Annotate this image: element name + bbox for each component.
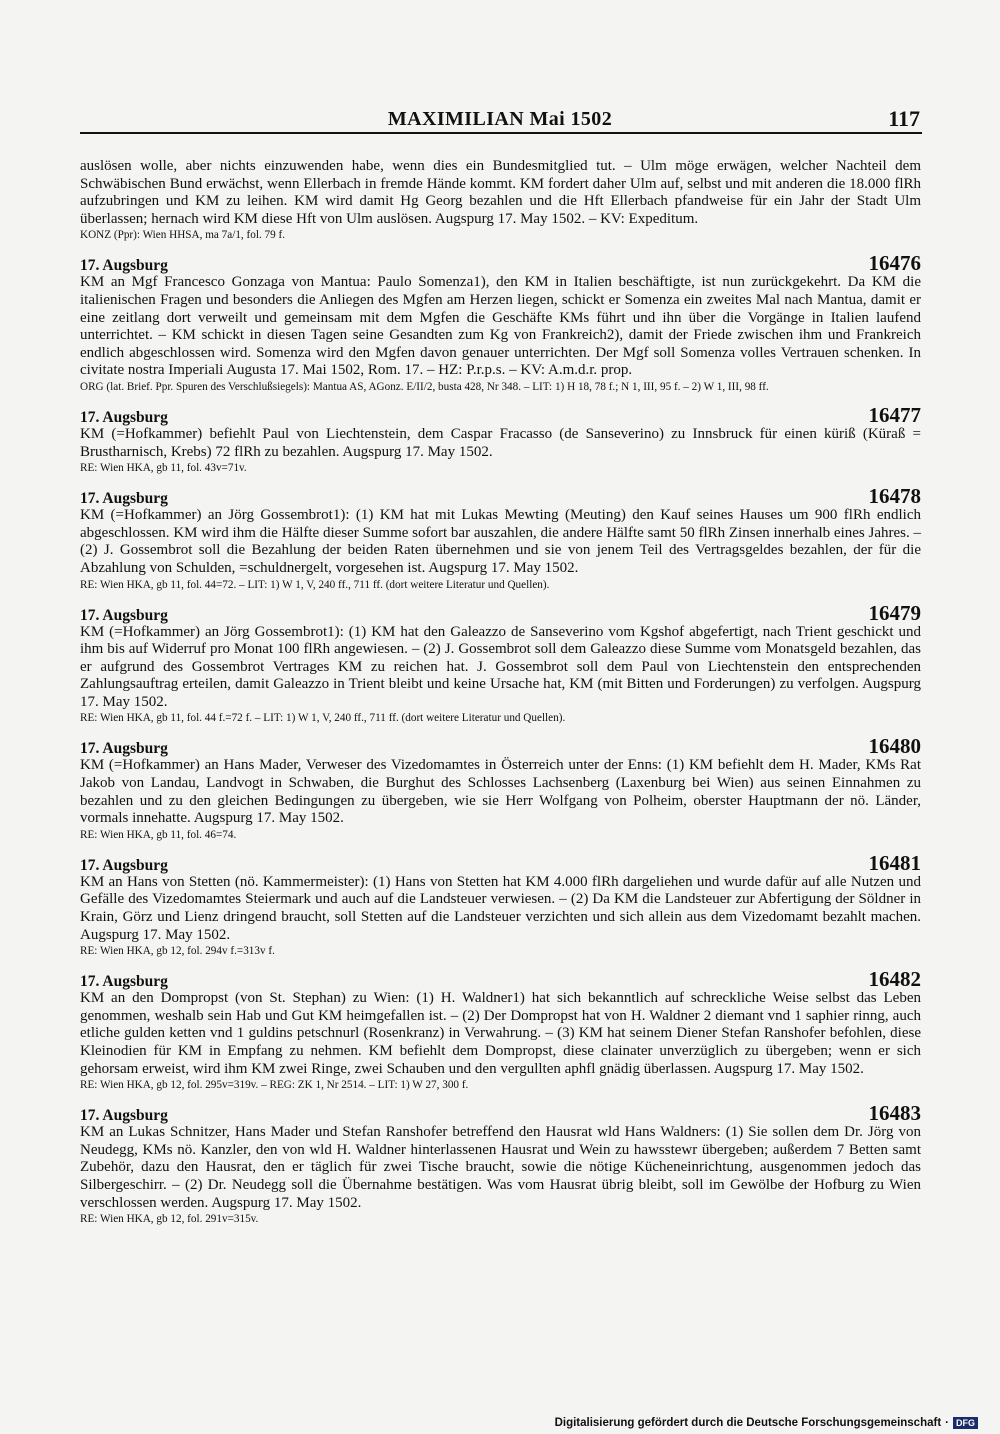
intro-text: auslösen wolle, aber nichts einzuwenden habe, wenn dies ein Bundesmitglied tut. – Ulm möge erwägen, welcher Nachteil dem Schwäbischen Bund erwächst, wenn Ellerbach in fremde Hände kommt. KM fordert daher Ulm auf, selbst und mit anderen die 18.000 flRh aufzubringen und KM zu leihen. KM wird damit Hg Georg bezahlen und die Hft Ellerbach pfandweise für ein Jahr der Stadt Ulm überlassen; hernach wird KM diese Hft von Ulm auslösen. Augspurg 17. May 1502. – KV: Expeditum. (80, 158, 921, 227)
entry (80, 486, 921, 591)
entry-source: RE: Wien HKA, gb 11, fol. 43v=71v. (80, 462, 247, 475)
footer-credit: Digitalisierung gefördert durch die Deutsche Forschungsgemeinschaft · DFG (555, 1417, 978, 1429)
entry-text: KM an Lukas Schnitzer, Hans Mader und Stefan Ranshofer betreffend den Hausrat wld Hans Waldners: (1) Sie sollen dem Dr. Jörg von Neudegg, KMs nö. Kanzler, den von wld H. Waldner hinterlassenen Hausrat und Wein zu hawsstewr übergeben; außerdem 7 Betten samt Zubehör, dazu den Hausrat, den er täglich für zwei Tische braucht, sowie die nötige Kücheneinrichtung, ausgenommen jedoch das Silbergeschirr. – (2) Dr. Neudegg soll die Übernahme bestätigen. Was vom Hausrat übrig bleibt, soll im Gewölbe der Hofburg zu Wien verschlossen werden. Augspurg 17. May 1502. (80, 1124, 921, 1211)
entry-date: 17. Augsburg (80, 408, 168, 426)
entry-source: RE: Wien HKA, gb 11, fol. 46=74. (80, 828, 237, 841)
entry-number: 16483 (868, 1101, 921, 1126)
entry-number: 16479 (868, 600, 921, 625)
entry (80, 1103, 921, 1226)
entry (80, 253, 921, 394)
entry-date: 17. Augsburg (80, 1107, 168, 1125)
entry-date: 17. Augsburg (80, 740, 168, 758)
entry (80, 600, 921, 726)
entry-text: KM an Hans von Stetten (nö. Kammermeister): (1) Hans von Stetten hat KM 4.000 flRh dargeliehen und wurde dafür auf alle Nutzen und Gefälle des Vizedomamtes Steiermark und auch auf die Landsteuer verwiesen. – (2) Da KM die Landsteuer zur Abfertigung der Söldner in Krain, Görz und Lienz dringend braucht, soll Stetten auf die Landsteuer verzichten und sich allein aus dem Vizedomamt bezahlt machen. Augspurg 17. May 1502. (80, 873, 921, 943)
entry-source: RE: Wien HKA, gb 12, fol. 291v=315v. (80, 1213, 259, 1226)
entry (80, 402, 921, 475)
running-title: MAXIMILIAN Mai 1502 (387, 108, 613, 130)
entry-number: 16478 (868, 484, 921, 509)
entry-source: ORG (lat. Brief. Ppr. Spuren des Verschlußsiegels): Mantua AS, AGonz. E/II/2, busta 428, Nr 348. – LIT: 1) H 18, 78 f.; N 1, III, 95 f. – 2) W 1, III, 98 ff. (80, 380, 769, 393)
page-body (80, 158, 921, 1226)
intro-source: KONZ (Ppr): Wien HHSA, ma 7a/1, fol. 79 f. (80, 229, 286, 242)
entry-number: 16477 (868, 402, 921, 427)
entry-number: 16480 (868, 734, 921, 759)
entry-date: 17. Augsburg (80, 973, 168, 991)
entry-source: RE: Wien HKA, gb 12, fol. 295v=319v. – REG: ZK 1, Nr 2514. – LIT: 1) W 27, 300 f. (80, 1079, 469, 1092)
entry-source: RE: Wien HKA, gb 11, fol. 44=72. – LIT: 1) W 1, V, 240 ff., 711 ff. (dort weitere Literatur und Quellen). (80, 578, 550, 591)
entry-text: KM (=Hofkammer) befiehlt Paul von Liechtenstein, dem Caspar Fracasso (de Sanseverino) zu Innsbruck für einen küriß (Küraß = Brustharnisch, Krebs) 72 flRh zu bezahlen. Augspurg 17. May 1502. (80, 425, 921, 460)
entry-text: KM (=Hofkammer) an Jörg Gossembrot1): (1) KM hat mit Lukas Mewting (Meuting) den Kauf seines Hauses um 900 flRh endlich abgeschlossen. KM wird ihm die Hälfte dieser Summe sofort bar auszahlen, die andere Hälfte samt 50 flRh Zinsen innerhalb eines Jahres. – (2) J. Gossembrot soll die Bezahlung der beiden Raten übernehmen und sie von jenem Teil des Vertragsgeldes bezahlen, der für die Abzahlung von Schulden, =schuldnergelt, vorgesehen ist. Augspurg 17. May 1502. (80, 507, 921, 576)
entry (80, 850, 921, 958)
entry-number: 16481 (868, 850, 921, 875)
entry-date: 17. Augsburg (80, 490, 168, 508)
entry-source: RE: Wien HKA, gb 12, fol. 294v f.=313v f. (80, 945, 275, 958)
entry (80, 736, 921, 841)
entry-text: KM (=Hofkammer) an Jörg Gossembrot1): (1) KM hat den Galeazzo de Sanseverino vom Kgshof abgefertigt, nach Trient geschickt und ihm bis auf Widerruf pro Monat 100 flRh angewiesen. – (2) J. Gossembrot soll dem Galeazzo diese Summe vom Monatsgeld bezahlen, das er aufgrund des Gossembrot Vertrages KM zu reichen hat. J. Gossembrot soll dem Paul von Liechtenstein den entsprechenden Zahlungsauftrag erteilen, damit Galeazzo in Trient bleibt und keine Ursache hat, KM (mit Bitten und Forderungen) zu verfolgen. Augspurg 17. May 1502. (80, 623, 921, 710)
entry-date: 17. Augsburg (80, 856, 168, 874)
page-number: 117 (888, 106, 920, 131)
entry-date: 17. Augsburg (80, 257, 168, 275)
entry-text: KM an den Dompropst (von St. Stephan) zu Wien: (1) H. Waldner1) hat sich bekanntlich auf schreckliche Weise selbst das Leben genommen, weshalb sein Hab und Gut KM heimgefallen ist. – (2) Der Dompropst hat von H. Waldner 2 diemant vnd 1 saphier rinng, auch etliche gulden ketten vnd 1 guldins petschnurl (Rosenkranz) in Verwahrung. – (3) KM hat seinem Diener Stefan Ranshofer befohlen, diese Kleinodien für KM in Empfang zu nehmen. KM befiehlt dem Dompropst, diese clainater unverzüglich zu übergeben; wenn er sich gehorsam erweist, wird ihm KM zwei Ringe, zwei Schauben und den vergullten aphfl gnädig überlassen. Augspurg 17. May 1502. (80, 990, 921, 1077)
entry-number: 16482 (868, 967, 921, 992)
entry-source: RE: Wien HKA, gb 11, fol. 44 f.=72 f. – LIT: 1) W 1, V, 240 ff., 711 ff. (dort weitere Literatur und Quellen). (80, 712, 566, 725)
entry-text: KM (=Hofkammer) an Hans Mader, Verweser des Vizedomamtes in Österreich unter der Enns: (1) KM befiehlt dem H. Mader, KMs Rat Jakob von Landau, Landvogt in Schwaben, die Burghut des Schlosses Lachsenberg (Laxenburg bei Wien) aus seinen Einnahmen zu bezahlen und zu den gleichen Bedingungen zu übergeben, wie sie Herr Wolfgang von Polheim, oberster Hauptmann der nö. Länder, vormals innehatte. Augspurg 17. May 1502. (80, 757, 921, 827)
entry (80, 969, 921, 1092)
entry-number: 16476 (868, 251, 921, 276)
footer-credit-text: Digitalisierung gefördert durch die Deutsche Forschungsgemeinschaft (554, 1417, 942, 1429)
entry-date: 17. Augsburg (80, 606, 168, 624)
dfg-logo: DFG (953, 1417, 978, 1429)
entry-text: KM an Mgf Francesco Gonzaga von Mantua: Paulo Somenza1), den KM in Italien beschäftigte, ist nun zurückgekehrt. Da KM die italienischen Fragen und besonders die Anliegen des Mgfen am Herzen liegen, schickt er Somenza ein zweites Mal nach Mantua, damit er eine zeitlang dort verweilt und gemeinsam mit dem Mgfen die Geschäfte KMs führt und ihn über die Vorgänge in Italien laufend unterrichtet. – KM schickt in diesen Tagen seine Gesandten zum Kg von Frankreich2), damit der Friede zwischen ihm und Frankreich endlich abgeschlossen wird. Somenza wird den Mgfen davon genauer unterrichten. Der Mgf soll Somenza volles Vertrauen schenken. In civitate nostra Imperiali Augusta 17. Mai 1502, Rom. 17. – HZ: P.r.p.s. – KV: A.m.d.r. prop. (80, 274, 921, 379)
header-rule (80, 132, 922, 134)
